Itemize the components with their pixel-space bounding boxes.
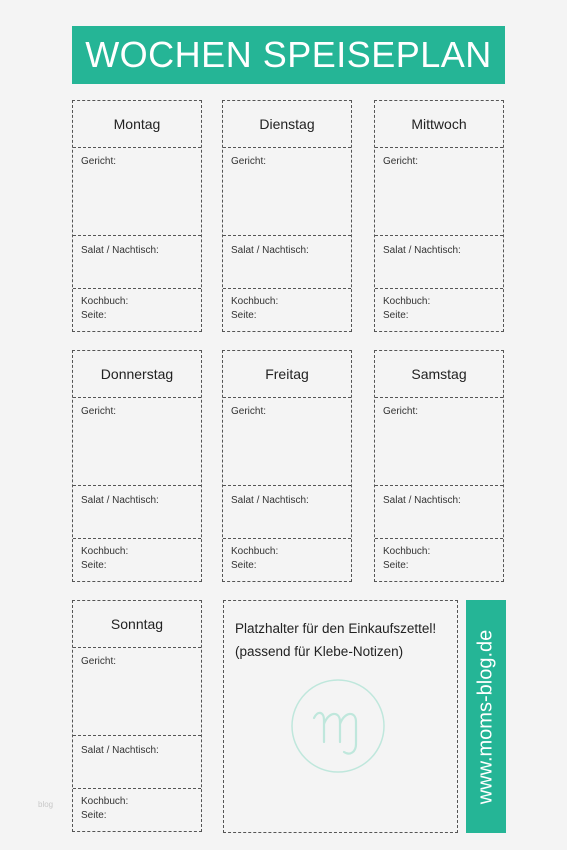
- gericht-section: [73, 648, 201, 736]
- salat-section: [73, 236, 201, 289]
- salat-label: Salat / Nachtisch:: [231, 495, 309, 506]
- placeholder-subtext: (passend für Klebe-Notizen): [235, 644, 404, 659]
- website-url: www.moms-blog.de: [474, 629, 497, 804]
- day-card-dienstag: [222, 100, 352, 332]
- day-title: Montag: [73, 101, 201, 148]
- salat-label: Salat / Nachtisch:: [81, 495, 159, 506]
- kochbuch-section: [223, 289, 351, 332]
- kochbuch-section: [375, 289, 503, 332]
- day-title: Mittwoch: [375, 101, 503, 148]
- seite-label: Seite:: [383, 310, 409, 321]
- page-header: [72, 26, 505, 84]
- salat-section: [375, 236, 503, 289]
- seite-label: Seite:: [231, 310, 257, 321]
- page-title: WOCHEN SPEISEPLAN: [85, 34, 492, 75]
- blog-logo-icon: [288, 676, 388, 776]
- gericht-section: [223, 148, 351, 236]
- kochbuch-section: [223, 539, 351, 582]
- kochbuch-label: Kochbuch:: [383, 546, 431, 557]
- gericht-section: [223, 398, 351, 486]
- seite-label: Seite:: [231, 560, 257, 571]
- gericht-section: [375, 148, 503, 236]
- gericht-section: [73, 148, 201, 236]
- day-card-sonntag: [72, 600, 202, 832]
- day-card-donnerstag: [72, 350, 202, 582]
- day-title: Samstag: [375, 351, 503, 398]
- gericht-label: Gericht:: [231, 406, 267, 417]
- gericht-label: Gericht:: [231, 156, 267, 167]
- salat-section: [223, 236, 351, 289]
- salat-section: [223, 486, 351, 539]
- day-card-freitag: [222, 350, 352, 582]
- day-title: Dienstag: [223, 101, 351, 148]
- day-card-samstag: [374, 350, 504, 582]
- gericht-label: Gericht:: [81, 406, 117, 417]
- gericht-section: [375, 398, 503, 486]
- gericht-label: Gericht:: [383, 156, 419, 167]
- website-banner: [466, 600, 506, 833]
- kochbuch-section: [73, 789, 201, 832]
- kochbuch-label: Kochbuch:: [81, 546, 129, 557]
- kochbuch-section: [375, 539, 503, 582]
- day-title: Sonntag: [73, 601, 201, 648]
- day-card-montag: [72, 100, 202, 332]
- gericht-label: Gericht:: [81, 156, 117, 167]
- day-card-mittwoch: [374, 100, 504, 332]
- kochbuch-section: [73, 289, 201, 332]
- gericht-section: [73, 398, 201, 486]
- kochbuch-section: [73, 539, 201, 582]
- salat-label: Salat / Nachtisch:: [383, 495, 461, 506]
- seite-label: Seite:: [81, 810, 107, 821]
- kochbuch-label: Kochbuch:: [383, 296, 431, 307]
- kochbuch-label: Kochbuch:: [231, 296, 279, 307]
- seite-label: Seite:: [81, 560, 107, 571]
- salat-label: Salat / Nachtisch:: [383, 245, 461, 256]
- shopping-list-placeholder: [223, 600, 458, 833]
- day-title: Freitag: [223, 351, 351, 398]
- salat-section: [73, 486, 201, 539]
- salat-label: Salat / Nachtisch:: [81, 745, 159, 756]
- seite-label: Seite:: [383, 560, 409, 571]
- salat-section: [73, 736, 201, 789]
- kochbuch-label: Kochbuch:: [81, 796, 129, 807]
- gericht-label: Gericht:: [81, 656, 117, 667]
- gericht-label: Gericht:: [383, 406, 419, 417]
- salat-label: Salat / Nachtisch:: [81, 245, 159, 256]
- salat-section: [375, 486, 503, 539]
- seite-label: Seite:: [81, 310, 107, 321]
- kochbuch-label: Kochbuch:: [231, 546, 279, 557]
- watermark: blog: [38, 800, 54, 809]
- placeholder-text: Platzhalter für den Einkaufszettel!: [235, 621, 437, 636]
- salat-label: Salat / Nachtisch:: [231, 245, 309, 256]
- day-title: Donnerstag: [73, 351, 201, 398]
- kochbuch-label: Kochbuch:: [81, 296, 129, 307]
